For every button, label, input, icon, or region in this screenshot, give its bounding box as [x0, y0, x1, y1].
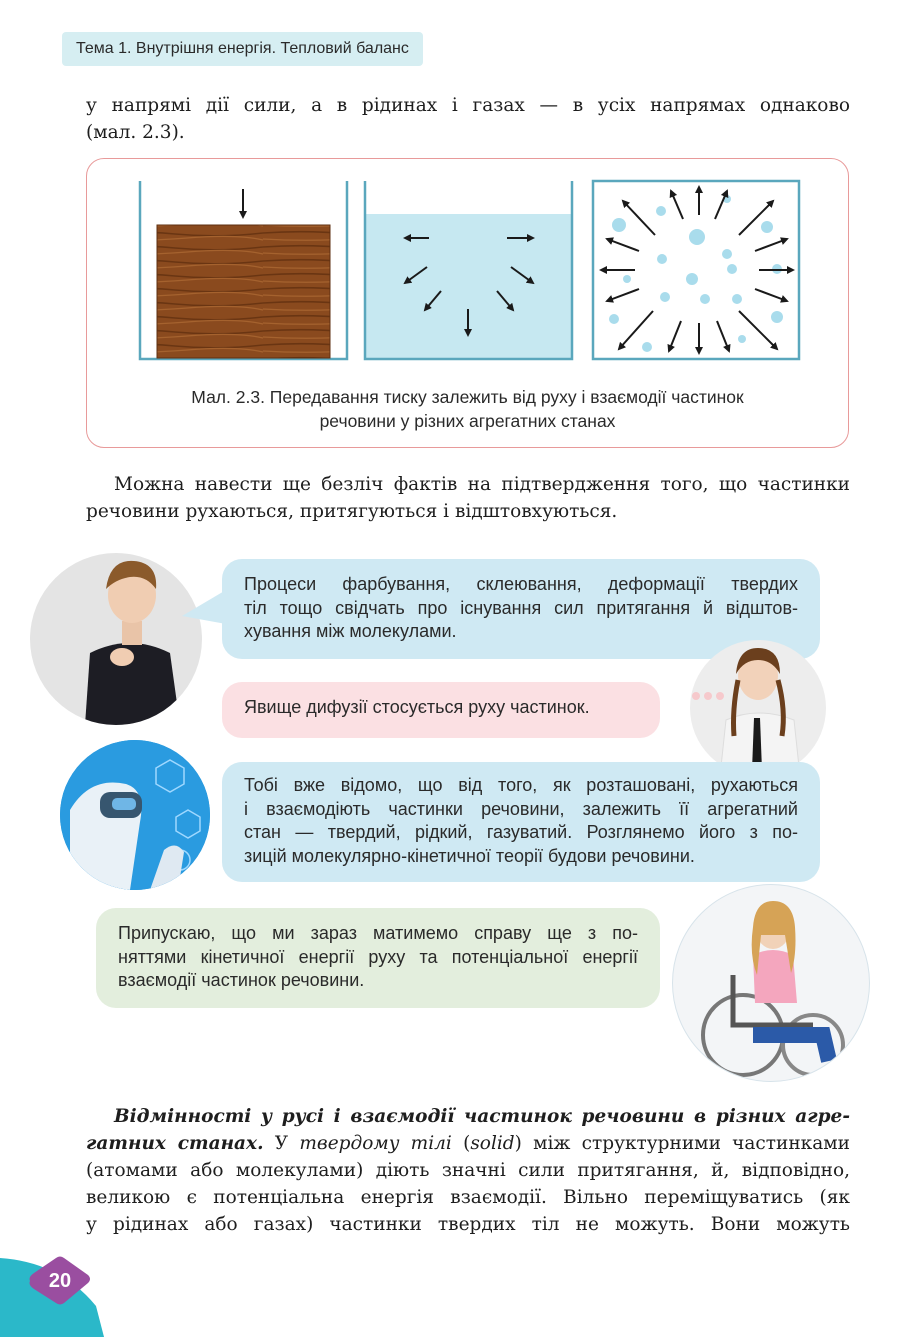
gas-container	[593, 181, 799, 359]
gas-pressure-arrows-icon	[601, 187, 793, 353]
page-number: 20	[48, 1269, 72, 1292]
caption-line: речовини у різних агрегатних станах	[319, 411, 616, 431]
bubble-line: Припускаю, що ми зараз матимемо справу ще з по-	[118, 923, 638, 943]
section-heading-part: Відмінності у русі і взаємодії частинок речовини в різних агре-	[114, 1106, 850, 1127]
section-heading-part: гатних станах.	[86, 1133, 264, 1154]
bubble-line: стан — твердий, рідкий, газуватий. Розглянемо його з по-	[244, 822, 798, 842]
caption-line: Мал. 2.3. Передавання тиску залежить від руху і взаємодії частинок	[191, 387, 744, 407]
intro-line: (мал. 2.3).	[86, 122, 185, 143]
boy-avatar	[30, 553, 202, 725]
bubble-line: няттями кінетичної енергії руху та потенціальної енергії	[118, 946, 638, 967]
section-text: У	[263, 1133, 300, 1154]
bubble-line: Процеси фарбування, склеювання, деформації твердих	[244, 574, 798, 594]
section-text: ) між структурними частинками	[514, 1133, 850, 1154]
boy-illustration	[30, 553, 202, 725]
section-line: у рідинах або газах) частинки твердих тіл не можуть. Вони можуть	[86, 1214, 850, 1235]
speech-bubble-wheelchair-girl	[96, 908, 660, 1008]
girl-avatar	[690, 640, 826, 776]
section-line: великою є потенціальна енергія взаємодії. Вільно переміщуватись (як	[86, 1187, 850, 1208]
bubble-line: тіл тощо свідчать про існування сил притягання й відштов-	[244, 597, 798, 618]
speech-bubble-girl	[222, 682, 660, 738]
liquid-container	[365, 181, 572, 359]
section-line: (атомами або молекулами) діють значні сили притягання, й, відповідно,	[86, 1160, 850, 1181]
section-text: (	[451, 1133, 471, 1154]
figure-2-3	[86, 158, 849, 448]
robot-avatar	[60, 740, 210, 890]
bubble-line: хування між молекулами.	[244, 621, 457, 641]
section-line	[86, 1103, 850, 1130]
term-solid: твердому тілі	[299, 1133, 452, 1154]
solid-container	[140, 181, 347, 359]
bubble-line: Явище дифузії стосується руху частинок.	[244, 697, 590, 717]
bubble-pointer	[182, 586, 226, 626]
robot-illustration	[60, 740, 210, 890]
facts-paragraph	[86, 471, 850, 525]
section-paragraph	[86, 1103, 850, 1238]
wood-block	[157, 225, 330, 358]
bubble-line: взаємодії частинок речовини.	[118, 970, 365, 990]
dots-decoration	[690, 688, 730, 704]
bubble-line: і взаємодіють частинки речовини, залежить її агрегатний	[244, 798, 798, 819]
facts-line: речовини рухаються, притягуються і відштовхуються.	[86, 501, 618, 522]
speech-bubble-boy	[222, 559, 820, 659]
bubble-line: Тобі вже відомо, що від того, як розташовані, рухаються	[244, 775, 798, 795]
speech-bubble-robot	[222, 762, 820, 882]
topic-header: Тема 1. Внутрішня енергія. Тепловий баланс	[62, 32, 423, 66]
liquid-fill	[366, 214, 571, 359]
wheelchair-girl-avatar	[672, 884, 870, 1082]
intro-line: у напрямі дії сили, а в рідинах і газах — в усіх напрямах однаково	[86, 95, 850, 116]
term-solid-en: solid	[470, 1133, 515, 1154]
girl-illustration	[690, 640, 826, 776]
page-number-badge	[28, 1255, 92, 1307]
section-line	[86, 1130, 850, 1157]
figure-caption	[87, 385, 848, 433]
facts-line: Можна навести ще безліч фактів на підтвердження того, що частинки	[114, 474, 850, 495]
bubble-line: зицій молекулярно-кінетичної теорії будови речовини.	[244, 845, 695, 866]
intro-paragraph	[86, 92, 850, 146]
wheelchair-girl-illustration	[673, 885, 869, 1081]
